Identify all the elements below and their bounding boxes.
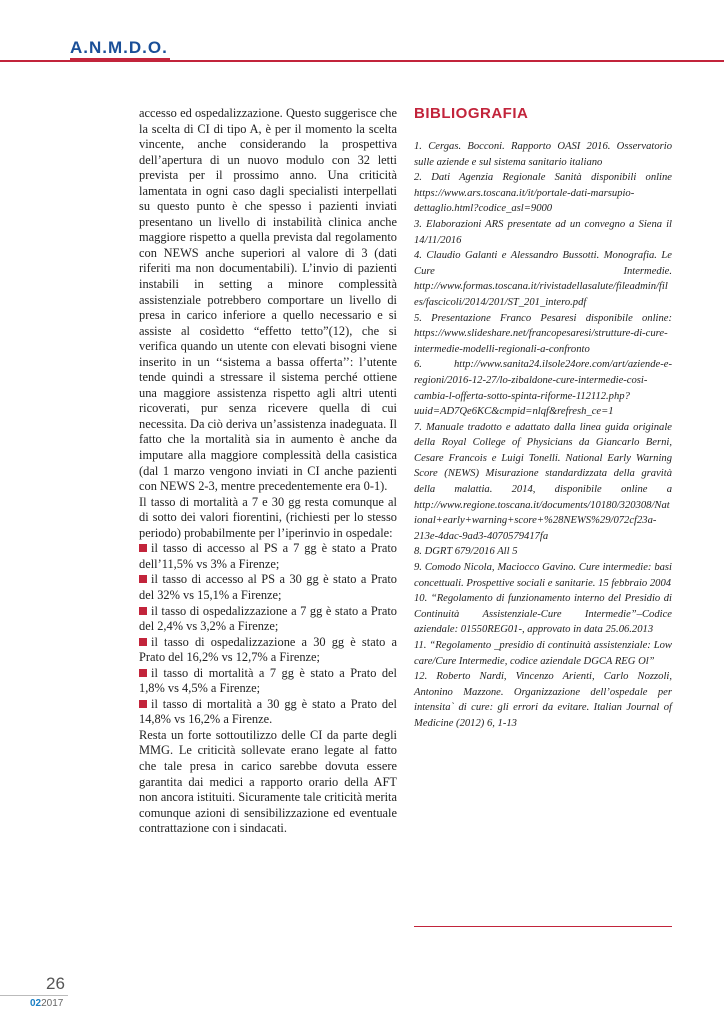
bibliography-entry: 5. Presentazione Franco Pesaresi disponibile online: https://www.slideshare.net/francopesaresi/strutture-di-cure-intermedie-modelli-regionali-a-confronto — [414, 312, 672, 355]
stats-list-item — [139, 604, 397, 635]
body-paragraph: Il tasso di mortalità a 7 e 30 gg resta comunque al di sotto dei valori fiorentini, (richiesti per lo stesso periodo) probabilmente per l’iperinvio in ospedale: — [139, 494, 397, 540]
bibliography-entry: 12. Roberto Nardi, Vincenzo Arienti, Carlo Nozzoli, Antonino Mazzone. Organizzazione dell’ospedale per intensita` di cure: gli errori da evitare. Italian Journal of Medicine (2012) 6, 1-13 — [414, 671, 672, 729]
square-bullet-icon — [139, 669, 147, 677]
bibliography-entry: 2. Dati Agenzia Regionale Sanità disponibili online https://www.ars.toscana.it/it/portale-dati-marsupio-dettaglio.html?codice_asl=9000 — [414, 172, 672, 215]
footer-rule — [0, 995, 68, 996]
page-number: 26 — [46, 974, 65, 993]
bibliography-entry: 11. “Regolamento _presidio di continuità assistenziale: Low care/Cure Intermedie, codice aziendale DGCA REG Ol” — [414, 640, 672, 667]
stats-list-item — [139, 697, 397, 728]
bibliography-entry: 6. http://www.sanita24.ilsole24ore.com/art/aziende-e-regioni/2016-12-27/lo-zibaldone-cure-intermedie-cosi-cambia-l-offerta-sotto-spinta-riforme-112112.php?uuid=AD7Qe6KC&cmpid=nlqf&refresh_ce=1 — [414, 359, 672, 418]
stats-item-text: il tasso di ospedalizzazione a 30 gg è stato a Prato del 16,2% vs 12,7% a Firenze; — [139, 634, 397, 665]
bibliography-entry: 1. Cergas. Bocconi. Rapporto OASI 2016. Osservatorio sulle aziende e sul sistema sanitario italiano — [414, 141, 672, 168]
stats-list-item — [139, 541, 397, 572]
stats-list-item — [139, 666, 397, 697]
left-column — [139, 106, 397, 837]
bibliography-end-rule — [414, 926, 672, 927]
bibliography-list — [414, 139, 672, 732]
bibliography-title: BIBLIOGRAFIA — [414, 105, 529, 122]
stats-list — [139, 541, 397, 728]
issue-number: 02 — [30, 998, 42, 1009]
bibliography-entry: 10. “Regolamento di funzionamento interno del Presidio di Continuità Assistenziale-Cure Intermedie”–Codice aziendale: 01550REG01-, approvato in data 25.06.2013 — [414, 593, 672, 636]
square-bullet-icon — [139, 544, 147, 552]
bibliography-entry: 7. Manuale tradotto e adattato dalla linea guida originale della Royal College of Physicians da Giancarlo Berni, Cesare Francois e Luigi Tonelli. National Early Warning Score (NEWS) Misurazione standardizzata della gravità della malattia. 2014, disponibile online a http://www.regione.toscana.it/documents/10180/320308/National+early+warning+score+%28NEWS%29/072cf23a-213e-4dac-9ad3-4070579417fa — [414, 421, 672, 542]
bibliography-entry: 8. DGRT 679/2016 All 5 — [414, 546, 518, 558]
stats-item-text: il tasso di mortalità a 30 gg è stato a Prato del 14,8% vs 16,2% a Firenze. — [139, 696, 397, 727]
square-bullet-icon — [139, 607, 147, 615]
stats-item-text: il tasso di ospedalizzazione a 7 gg è stato a Prato del 2,4% vs 3,2% a Firenze; — [139, 603, 397, 634]
square-bullet-icon — [139, 638, 147, 646]
stats-list-item — [139, 572, 397, 603]
issue-year: 2017 — [41, 998, 64, 1009]
stats-item-text: il tasso di accesso al PS a 7 gg è stato a Prato dell’11,5% vs 3% a Firenze; — [139, 541, 397, 571]
stats-item-text: il tasso di mortalità a 7 gg è stato a Prato del 1,8% vs 4,5% a Firenze; — [139, 665, 397, 696]
bibliography-entry: 4. Claudio Galanti e Alessandro Bussotti. Monografia. Le Cure Intermedie. http://www.formas.toscana.it/rivistadellasalute/fileadmin/files/fascicoli/2014/201/ST_201_intero.pdf — [414, 250, 672, 308]
bibliography-entry: 9. Comodo Nicola, Maciocco Gavino. Cure intermedie: basi concettuali. Prospettive sociali e sanitarie. 15 febbraio 2004 — [414, 562, 672, 589]
body-paragraph: accesso ed ospedalizzazione. Questo suggerisce che la scelta di CI di tipo A, è per il momento la scelta vincente, anche considerando la prospettiva dell’apertura di un nuovo modulo con 32 letti prevista per il prossimo anno. Una criticità lamentata in ogni caso dagli specialisti interpellati su questo punto è che spesso i pazienti inviati presentano un livello di instabilità clinica anche maggiore rispetto a quella prevista dal regolamento con NEWS anche superiori al valore di 3 (dati riferiti ma non documentabili). L’invio di pazienti instabili in setting a minore complessità assistenziale potrebbero comportare un livello di presa in carico inferiore a quello necessario e si assiste al cosìdetto “effetto tetto”(12), che si verifica quando un utente con elevati bisogni viene inserito in un ‘‘sistema a bassa offerta’’: l’utente tende quindi a stressare il sistema perché ottiene una maggiore assistenza rispetto agli altri utenti ricoverati, pur senza ricevere quella di cui necessita. Da ciò deriva un’assistenza inadeguata. Il fatto che la mortalità sia in aumento è anche da imputare alla maggiore complessità della casistica (dal 1 marzo vengono inviati in CI anche pazienti con NEWS 2-3, mentre precedentemente era 0-1). — [139, 106, 397, 494]
stats-item-text: il tasso di accesso al PS a 30 gg è stato a Prato del 32% vs 15,1% a Firenze; — [139, 572, 397, 602]
stats-list-item — [139, 635, 397, 666]
bibliography-entry: 3. Elaborazioni ARS presentate ad un convegno a Siena il 14/11/2016 — [414, 218, 672, 246]
body-paragraph: Resta un forte sottoutilizzo delle CI da parte degli MMG. Le criticità sollevate erano legate al fatto che tale presa in carico sarebbe dovuta essere garantita dai medici a rapporto orario della AFT non ancora istituiti. Sicuramente tale criticità merita comunque azioni di sensibilizzazione ed eventuale contrattazione con i sindacati. — [139, 727, 397, 836]
square-bullet-icon — [139, 575, 147, 583]
issue-label — [30, 998, 63, 1009]
journal-logo: A.N.M.D.O. — [70, 38, 168, 57]
header-rule — [0, 60, 724, 62]
square-bullet-icon — [139, 700, 147, 708]
